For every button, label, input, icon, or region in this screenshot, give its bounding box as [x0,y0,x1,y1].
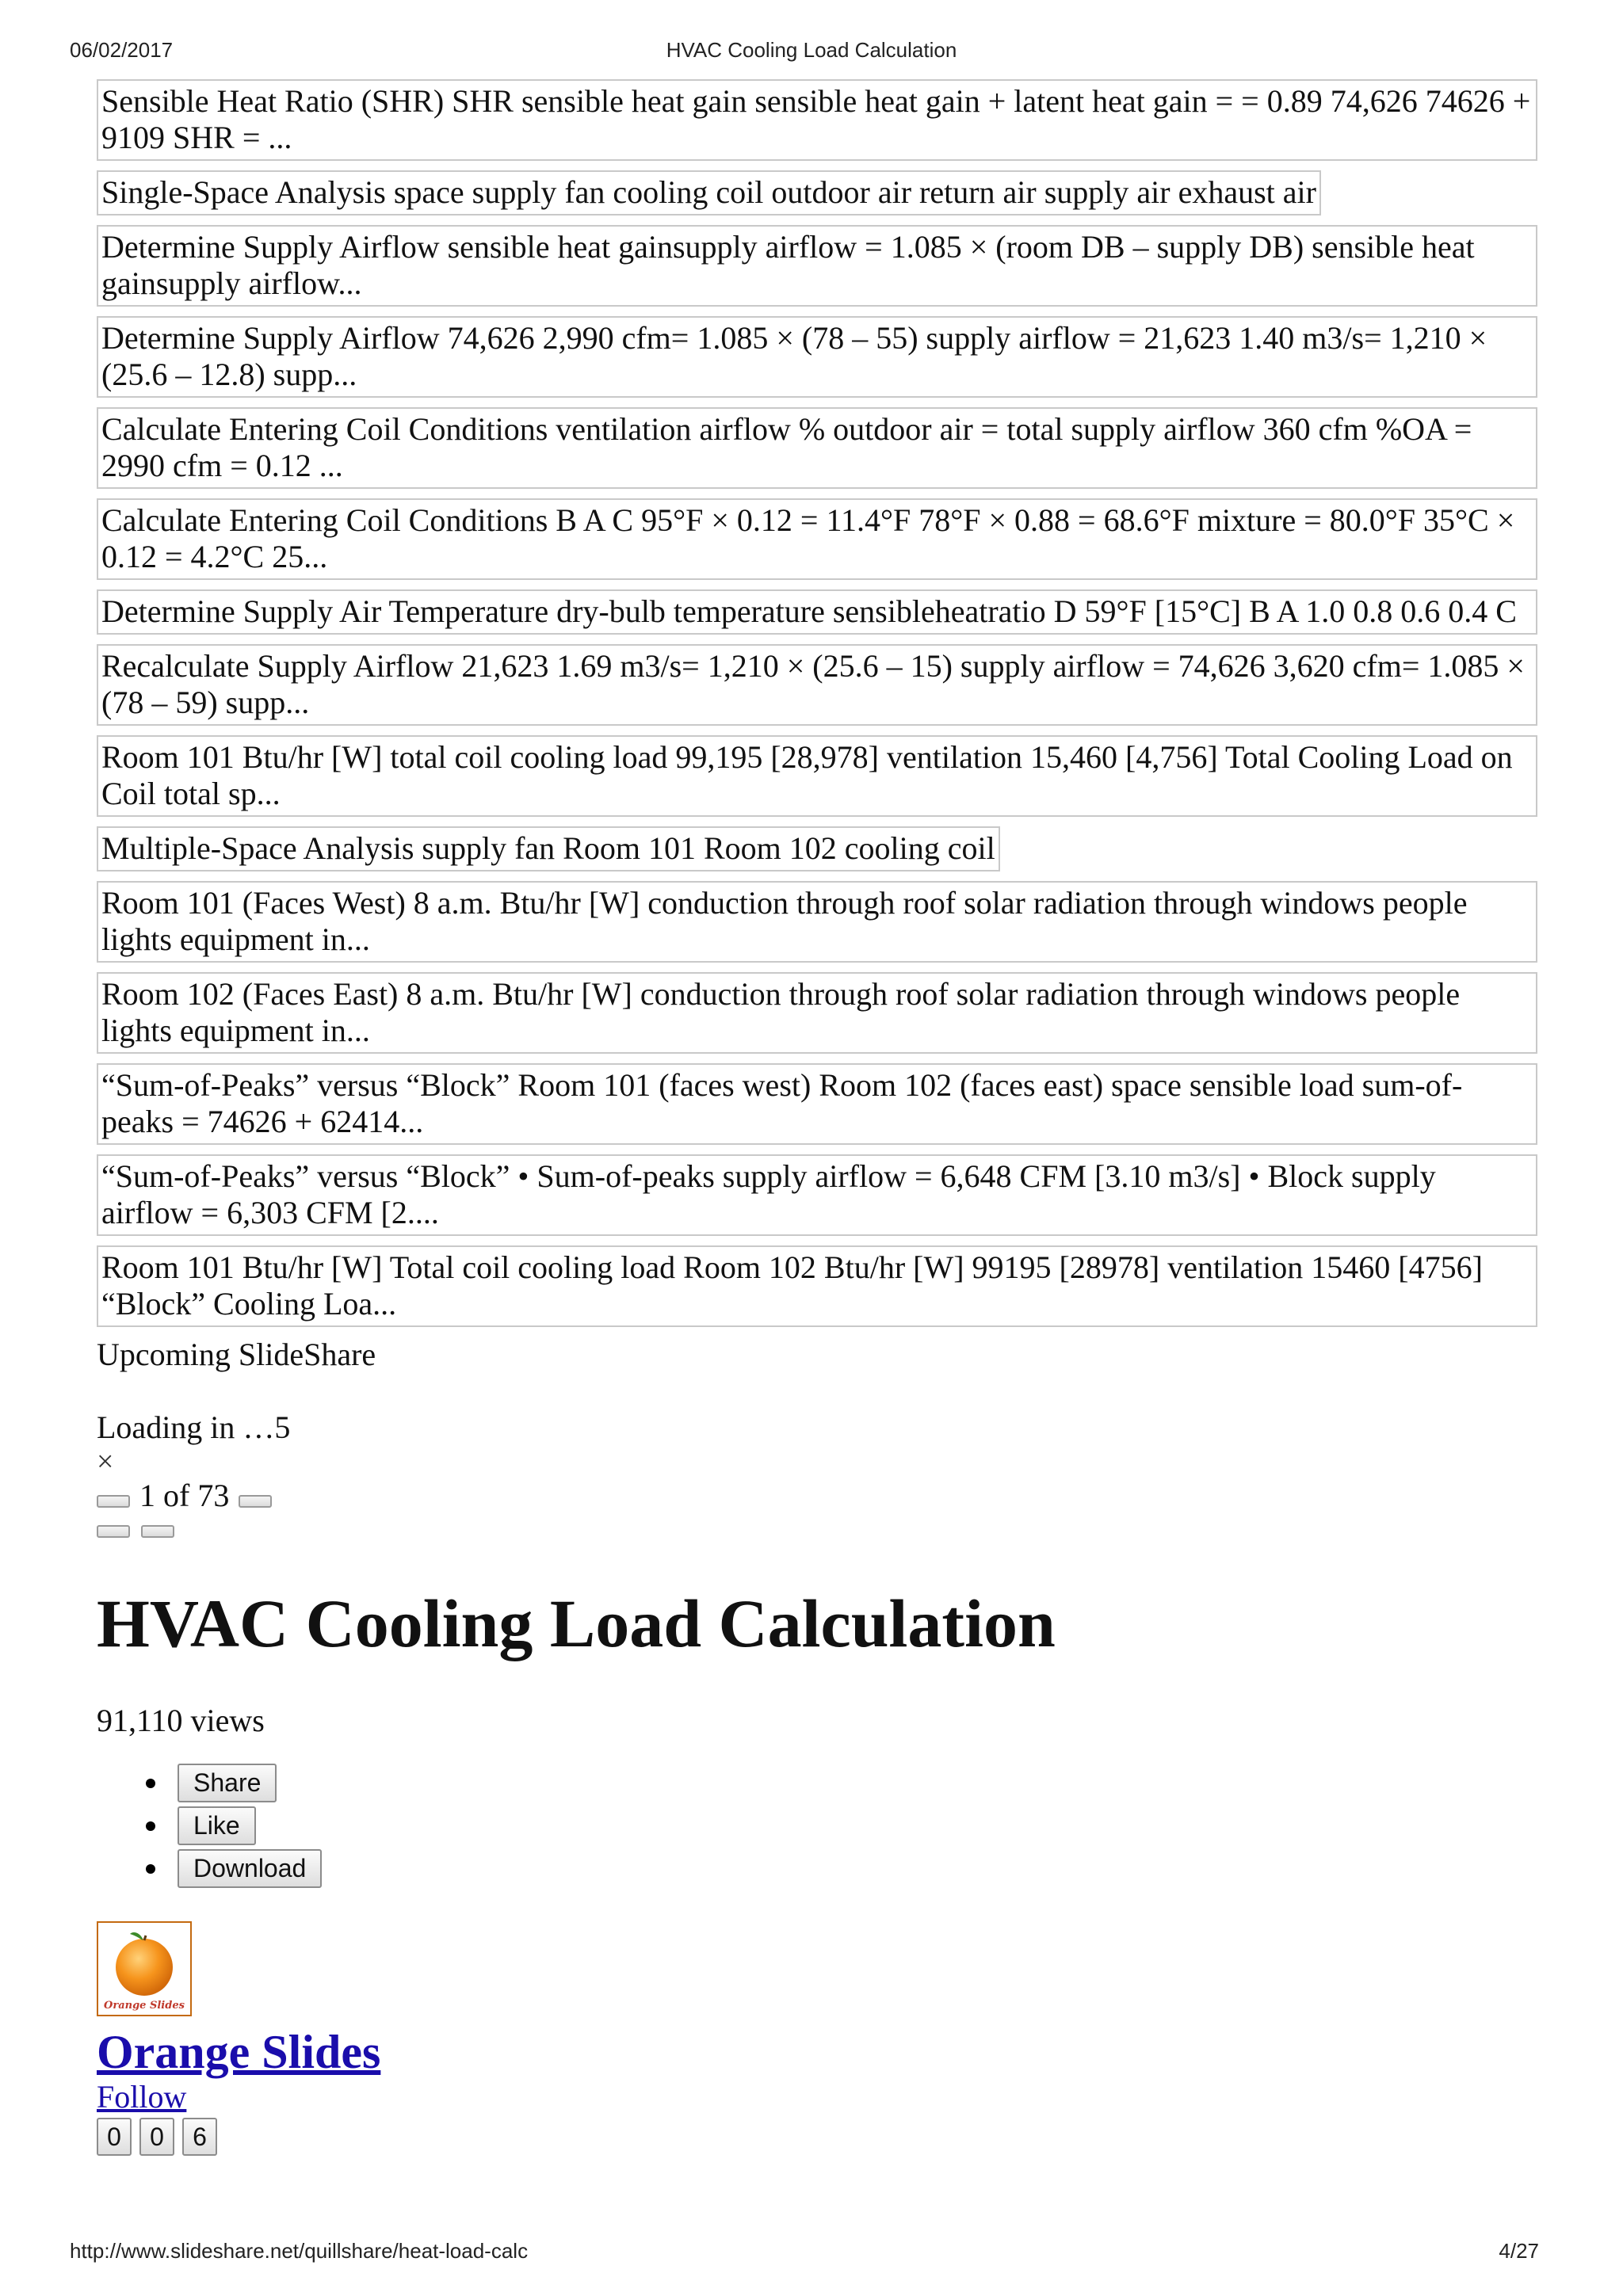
slide-link[interactable] [97,644,1537,726]
action-item [97,1761,1539,1804]
author-name-link[interactable]: Orange Slides [97,2026,381,2078]
upcoming-label: Upcoming SlideShare [97,1337,376,1372]
slide-link[interactable] [97,972,1537,1054]
slide-link[interactable] [97,170,1321,215]
slide-link-text[interactable]: Single-Space Analysis space supply fan cooling coil outdoor air return air supply air exhaust air [101,174,1316,210]
count-button[interactable]: 6 [182,2118,217,2156]
slide-link[interactable] [97,79,1537,161]
loading-label: Loading in …5 [97,1409,291,1445]
slide-link-text[interactable]: Determine Supply Air Temperature dry-bulb temperature sensibleheatratio D 59°F [15°C] B A 1.0 0.8 0.6 0.4 C [101,593,1517,629]
print-header [70,38,1553,70]
print-date: 06/02/2017 [70,38,174,62]
slide-link-text[interactable]: Room 101 (Faces West) 8 a.m. Btu/hr [W] conduction through roof solar radiation through windows people lights equipment in... [101,885,1468,957]
slide-counter: 1 of 73 [139,1478,230,1513]
page-title: HVAC Cooling Load Calculation [97,1585,1056,1661]
orange-fruit-icon [98,1923,190,2015]
slide-link[interactable] [97,735,1537,817]
action-item [97,1804,1539,1847]
view-count: 91,110 views [97,1703,265,1738]
slide-link-text[interactable]: Calculate Entering Coil Conditions ventilation airflow % outdoor air = total supply airflow 360 cfm %OA = 2990 cfm = 0.12 ... [101,411,1472,483]
print-page-number: 4/27 [1499,2239,1539,2263]
fullscreen-button[interactable] [97,1525,130,1538]
slide-link[interactable] [97,225,1537,307]
print-footer [70,2239,1553,2271]
slide-link-text[interactable]: Room 101 Btu/hr [W] total coil cooling load 99,195 [28,978] ventilation 15,460 [4,756] Total Cooling Load on Coil total sp... [101,739,1513,811]
action-item [97,1847,1539,1890]
slide-link[interactable] [97,881,1537,963]
slide-link[interactable] [97,498,1537,580]
close-icon[interactable]: × [97,1445,114,1478]
print-title: HVAC Cooling Load Calculation [666,38,957,62]
options-button[interactable] [141,1525,174,1538]
avatar[interactable] [97,1921,192,2016]
slide-link[interactable] [97,1063,1537,1145]
slide-link[interactable] [97,1154,1537,1236]
player-controls [97,1525,1539,1544]
slide-link-text[interactable]: Room 102 (Faces East) 8 a.m. Btu/hr [W] conduction through roof solar radiation through windows people lights equipment in... [101,976,1461,1048]
page-content [97,79,1539,2156]
slide-link[interactable] [97,316,1537,398]
slide-link-text[interactable]: Sensible Heat Ratio (SHR) SHR sensible heat gain sensible heat gain + latent heat gain = = 0.89 74,626 74626 + 9109 SHR = ... [101,83,1531,155]
author-counts [97,2118,1539,2156]
slide-link-text[interactable]: “Sum-of-Peaks” versus “Block” Room 101 (faces west) Room 102 (faces east) space sensible load sum-of-peaks = 74626 + 62414... [101,1067,1463,1139]
slide-link-text[interactable]: Determine Supply Airflow 74,626 2,990 cfm= 1.085 × (78 – 55) supply airflow = 21,623 1.40 m3/s= 1,210 × (25.6 – 12.8) supp... [101,320,1487,392]
slide-link[interactable] [97,1245,1537,1327]
count-button[interactable]: 0 [97,2118,132,2156]
slide-list [97,79,1539,1327]
follow [97,2080,1539,2115]
slide-link-text[interactable]: “Sum-of-Peaks” versus “Block” • Sum-of-peaks supply airflow = 6,648 CFM [3.10 m3/s] • Block supply airflow = 6,303 CFM [2.... [101,1158,1436,1230]
next-slide-button[interactable] [239,1495,272,1508]
previous-slide-button[interactable] [97,1495,130,1508]
like-button[interactable]: Like [178,1806,256,1845]
avatar-logo-text: Orange Slides [104,2000,185,2012]
slide-link[interactable] [97,589,1537,635]
slide-link-text[interactable]: Multiple-Space Analysis supply fan Room 101 Room 102 cooling coil [101,830,995,866]
count-button[interactable]: 0 [139,2118,174,2156]
slide-pager [97,1478,1539,1514]
print-url: http://www.slideshare.net/quillshare/heat-load-calc [70,2239,529,2263]
slide-link-text[interactable]: Determine Supply Airflow sensible heat gainsupply airflow = 1.085 × (room DB – supply DB) sensible heat gainsupply airflow... [101,229,1475,301]
slide-link-text[interactable]: Room 101 Btu/hr [W] Total coil cooling load Room 102 Btu/hr [W] 99195 [28978] ventilation 15460 [4756] “Block” Cooling Loa... [101,1249,1483,1322]
share-button[interactable]: Share [178,1764,277,1802]
slide-link[interactable] [97,407,1537,489]
download-button[interactable]: Download [178,1849,322,1888]
slide-link-text[interactable]: Calculate Entering Coil Conditions B A C 95°F × 0.12 = 11.4°F 78°F × 0.88 = 68.6°F mixture = 80.0°F 35°C × 0.12 = 4.2°C 25... [101,502,1515,574]
action-list [97,1761,1539,1890]
slide-link-text[interactable]: Recalculate Supply Airflow 21,623 1.69 m3/s= 1,210 × (25.6 – 15) supply airflow = 74,626 3,620 cfm= 1.085 × (78 – 59) supp... [101,648,1525,720]
slide-link[interactable] [97,826,1000,871]
author-name [97,2024,1539,2080]
follow-link[interactable]: Follow [97,2079,187,2115]
